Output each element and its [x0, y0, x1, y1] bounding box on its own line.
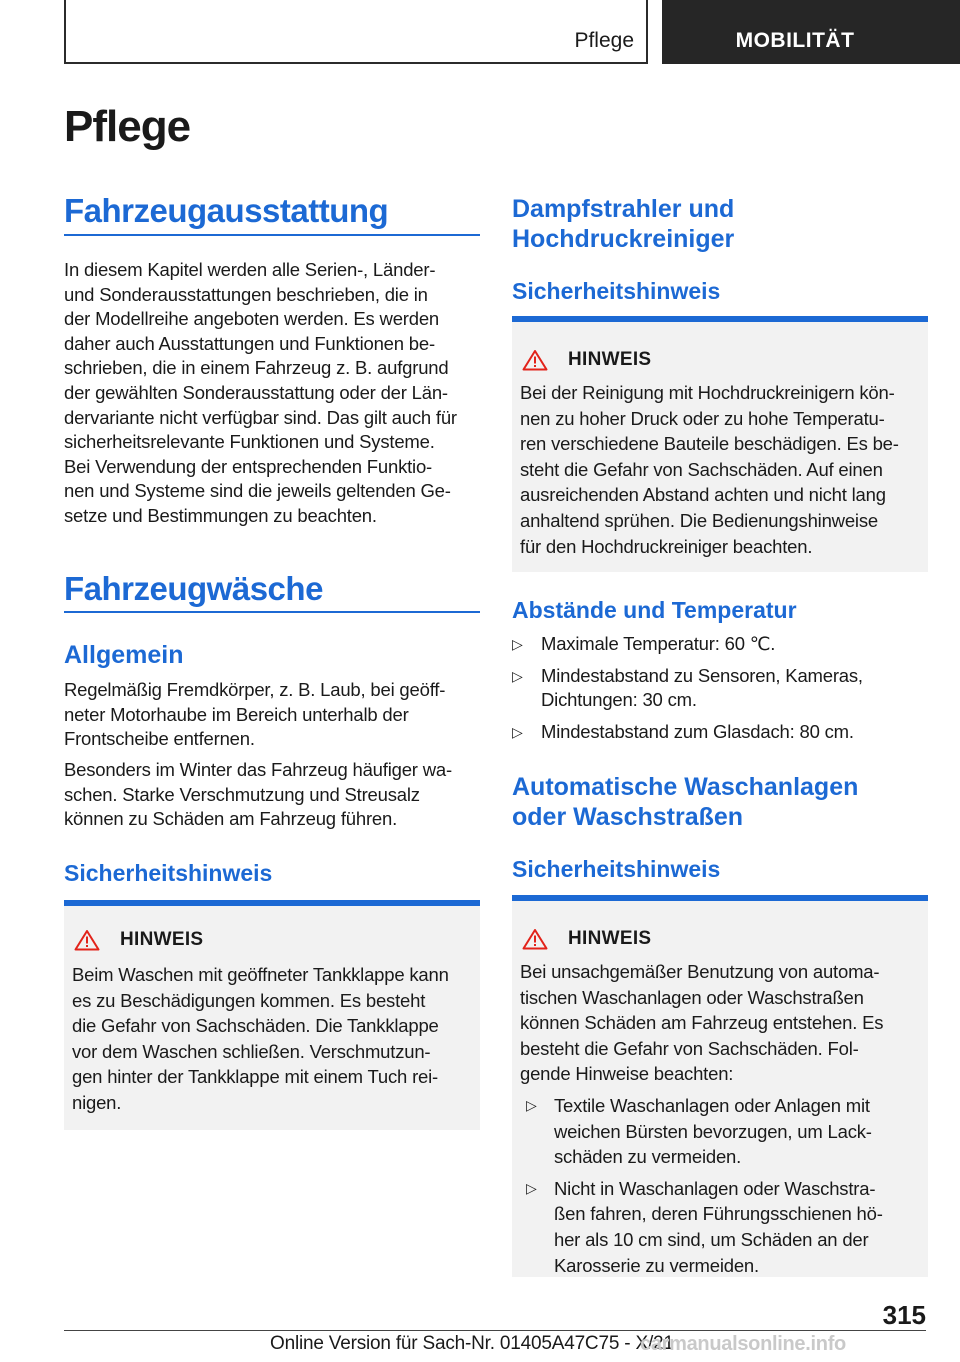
- list-item: [512, 632, 928, 657]
- text-line: schäden zu vermeiden.: [554, 1146, 742, 1168]
- note-text: [520, 380, 920, 559]
- text-line: In diesem Kapitel werden alle Serien-, Länder-: [64, 259, 436, 280]
- text-line: anhaltend sprühen. Die Bedienungshinweise: [520, 509, 878, 531]
- text-line: und Sonderausstattungen beschrieben, die in: [64, 283, 428, 305]
- text-line: schrieben, die in einem Fahrzeug z. B. aufgrund: [64, 357, 449, 379]
- text-line: ausreichenden Abstand achten und nicht lang: [520, 484, 886, 506]
- text-line: Bei der Reinigung mit Hochdruckreinigern kön-: [520, 382, 895, 403]
- note-label: HINWEIS: [120, 929, 204, 950]
- note-header: [522, 927, 651, 951]
- list-item: [526, 1176, 920, 1278]
- warning-triangle-icon: [522, 349, 548, 371]
- allgemein-paragraph-1: [64, 678, 484, 752]
- footer-online-version: Online Version für Sach-Nr. 01405A47C75 - X/21: [270, 1333, 674, 1354]
- text-line: die Gefahr von Sachschäden. Die Tankklappe: [72, 1015, 439, 1037]
- page-number: 315: [882, 1300, 926, 1330]
- text-line: können zu Schäden am Fahrzeug führen.: [64, 808, 398, 830]
- text-line: her als 10 cm sind, um Schäden an der: [554, 1228, 869, 1250]
- bullet-triangle-icon: ▷: [526, 1179, 537, 1196]
- list-item: [512, 664, 928, 713]
- intro-paragraph: [64, 258, 484, 529]
- heading-sicherheitshinweis-dampf: Sicherheitshinweis: [512, 278, 721, 304]
- text-line: für den Hochdruckreiniger beachten.: [520, 535, 813, 557]
- text-line: neter Motorhaube im Bereich unterhalb der: [64, 703, 409, 725]
- text-line: Frontscheibe entfernen.: [64, 728, 255, 750]
- text-line: können Schäden am Fahrzeug entstehen. Es: [520, 1012, 884, 1034]
- text-line: Bei Verwendung der entsprechenden Funktio-: [64, 455, 433, 477]
- note-text: [520, 959, 920, 1087]
- page-title: Pflege: [64, 102, 191, 151]
- text-line: gende Hinweise beachten:: [520, 1063, 734, 1085]
- heading-fahrzeugausstattung: Fahrzeugausstattung: [64, 192, 389, 229]
- text-line: der Modellreihe angeboten werden. Es werden: [64, 308, 440, 330]
- header-chapter-tab: [662, 0, 960, 64]
- footer-rule: [64, 1330, 926, 1331]
- text-line: Mindestabstand zum Glasdach: 80 cm.: [541, 720, 854, 742]
- note-box-tankklappe: [64, 900, 480, 1130]
- text-line: daher auch Ausstattungen und Funktionen be-: [64, 332, 435, 354]
- heading-rule: [64, 611, 480, 613]
- note-header: [522, 348, 651, 372]
- text-line: sicherheitsrelevante Funktionen und Systeme.: [64, 431, 435, 453]
- heading-line: Hochdruckreiniger: [512, 225, 735, 253]
- heading-line: Automatische Waschanlagen: [512, 773, 859, 801]
- watermark: carmanualsonline.info: [640, 1333, 846, 1355]
- text-line: der gewählten Sonderausstattung oder der Län-: [64, 381, 448, 403]
- heading-line: oder Waschstraßen: [512, 803, 744, 831]
- bullet-triangle-icon: ▷: [512, 667, 523, 684]
- text-line: es zu Beschädigungen kommen. Es besteht: [72, 989, 426, 1011]
- warning-triangle-icon: [74, 929, 100, 951]
- text-line: Besonders im Winter das Fahrzeug häufiger wa-: [64, 759, 452, 780]
- text-line: Nicht in Waschanlagen oder Waschstra-: [554, 1177, 876, 1199]
- bullet-triangle-icon: ▷: [526, 1097, 537, 1113]
- text-line: Bei unsachgemäßer Benutzung von automa-: [520, 961, 880, 982]
- text-line: Mindestabstand zu Sensoren, Kameras,: [541, 664, 863, 686]
- header-chapter-label: MOBILITÄT: [735, 29, 855, 52]
- heading-abstaende: Abstände und Temperatur: [512, 597, 797, 623]
- text-line: nen und Systeme sind die jeweils geltenden Ge-: [64, 480, 451, 502]
- text-line: nen zu hoher Druck oder zu hohe Temperatu-: [520, 407, 885, 429]
- text-line: setze und Bestimmungen zu beachten.: [64, 504, 377, 526]
- text-line: Textile Waschanlagen oder Anlagen mit: [554, 1095, 870, 1116]
- text-line: Regelmäßig Fremdkörper, z. B. Laub, bei geöff-: [64, 679, 446, 700]
- heading-line: Dampfstrahler und: [512, 195, 735, 223]
- bullet-triangle-icon: ▷: [512, 723, 523, 740]
- note-bullet-list: [526, 1093, 920, 1284]
- abstaende-list: [512, 632, 928, 751]
- text-line: schen. Starke Verschmutzung und Streusalz: [64, 783, 420, 805]
- header-section-label: Pflege: [574, 29, 634, 52]
- note-box-waschanlagen: [512, 895, 928, 1277]
- heading-automatische-waschanlagen: [512, 772, 858, 832]
- heading-rule: [64, 234, 480, 236]
- list-item: [512, 720, 928, 745]
- text-line: weichen Bürsten bevorzugen, um Lack-: [554, 1120, 872, 1142]
- note-text: [72, 962, 472, 1116]
- text-line: gen hinter der Tankklappe mit einem Tuch rei-: [72, 1066, 438, 1088]
- text-line: Beim Waschen mit geöffneter Tankklappe kann: [72, 964, 449, 985]
- text-line: tischen Waschanlagen oder Waschstraßen: [520, 986, 864, 1008]
- allgemein-paragraph-2: [64, 758, 484, 832]
- text-line: Dichtungen: 30 cm.: [541, 689, 697, 711]
- list-item: [526, 1093, 920, 1170]
- note-header: [74, 928, 203, 952]
- note-label: HINWEIS: [568, 928, 652, 949]
- heading-allgemein: Allgemein: [64, 641, 184, 669]
- heading-dampfstrahler: [512, 194, 734, 254]
- heading-sicherheitshinweis-auto: Sicherheitshinweis: [512, 856, 721, 882]
- text-line: dervariante nicht verfügbar sind. Das gilt auch für: [64, 406, 457, 428]
- text-line: steht die Gefahr von Sachschäden. Auf einen: [520, 458, 883, 480]
- note-box-hochdruck: [512, 316, 928, 572]
- text-line: vor dem Waschen schließen. Verschmutzun-: [72, 1040, 431, 1062]
- text-line: besteht die Gefahr von Sachschäden. Fol-: [520, 1037, 859, 1059]
- text-line: ßen fahren, deren Führungsschienen hö-: [554, 1203, 883, 1225]
- header-section-box: [64, 0, 648, 64]
- text-line: nigen.: [72, 1091, 122, 1113]
- warning-triangle-icon: [522, 928, 548, 950]
- heading-fahrzeugwaesche: Fahrzeugwäsche: [64, 570, 323, 607]
- text-line: Karosserie zu vermeiden.: [554, 1254, 759, 1276]
- text-line: ren verschiedene Bauteile beschädigen. Es be-: [520, 433, 899, 455]
- heading-sicherheitshinweis-waesche: Sicherheitshinweis: [64, 860, 273, 886]
- note-label: HINWEIS: [568, 349, 652, 370]
- text-line: Maximale Temperatur: 60 ℃.: [541, 633, 776, 654]
- bullet-triangle-icon: ▷: [512, 636, 523, 652]
